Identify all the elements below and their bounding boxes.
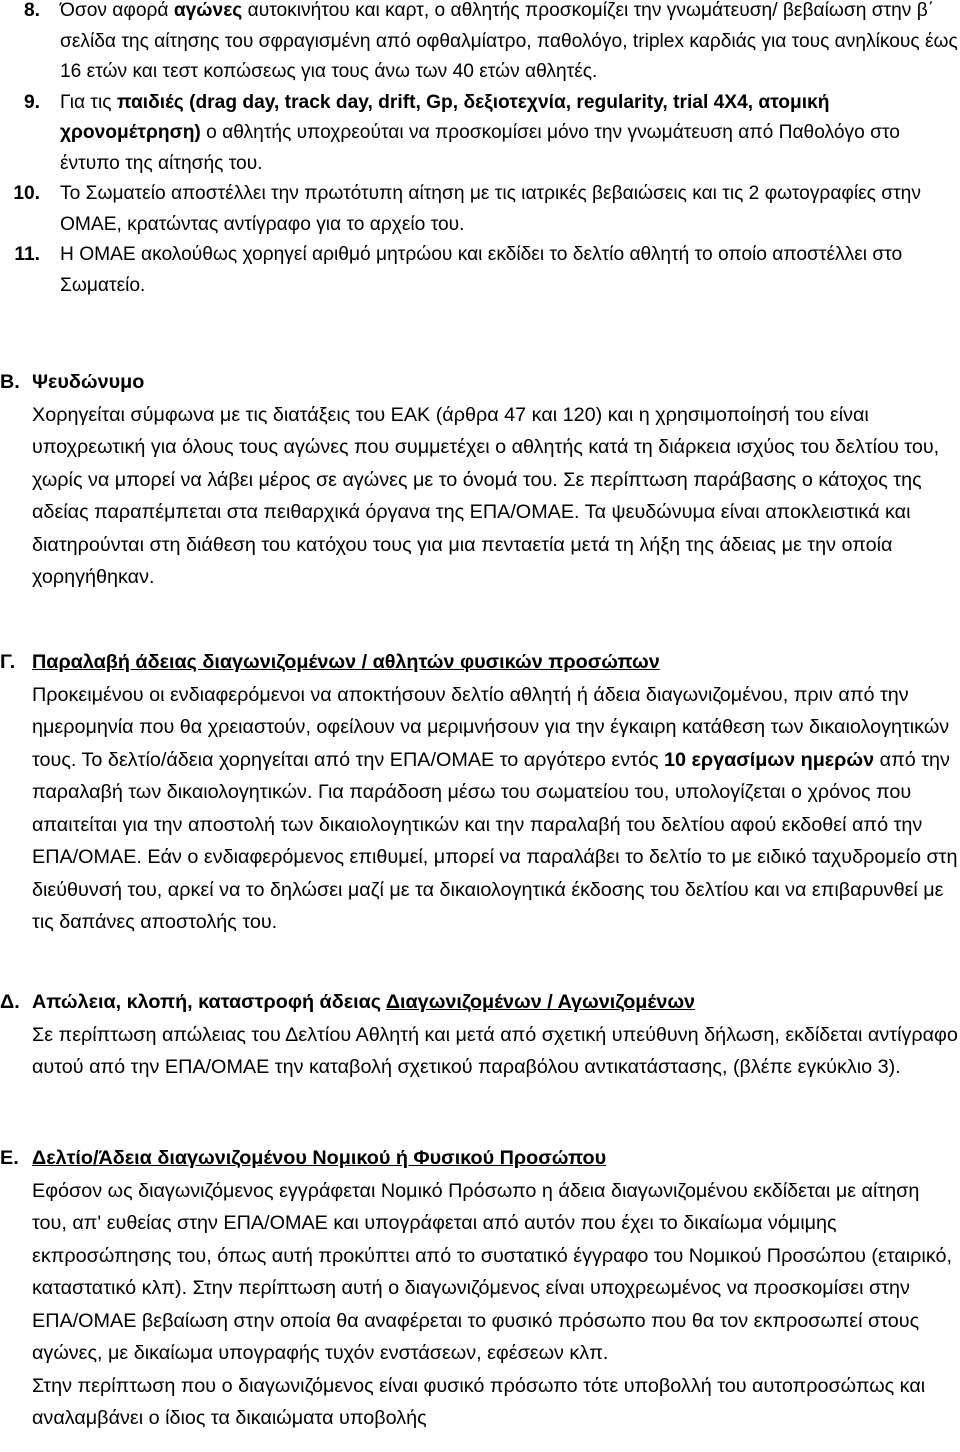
list-item-8: 8. Όσον αφορά αγώνες αυτοκινήτου και καρτ, ο αθλητής προσκομίζει την γνωμάτευση/ βεβαίωση στην β΄ σελίδα της αίτησης του σφραγισμένη από οφθαλμίατρο, παθολόγο, triplex καρδιάς για τους ανηλίκους έως 16 ετών και τεστ κοπώσεως για τους άνω των 40 ετών αθλητές. <box>0 0 960 88</box>
section-body: Χορηγείται σύμφωνα με τις διατάξεις του ΕΑΚ (άρθρα 47 και 120) και η χρησιμοποίησή του είναι υποχρεωτική για όλους τους αγώνες που συμμετέχει ο αθλητής κατά τη διάρκεια ισχύος του δελτίου του, χωρίς να μπορεί να λάβει μέρος σε αγώνες με το όνομά του. Σε περίπτωση παράβασης ο κάτοχος της αδείας παραπέμπεται στα πειθαρχικά όργανα της ΕΠΑ/ΟΜΑΕ. Τα ψευδώνυμα είναι αποκλειστικά και διατηρούνται στη διάθεση του κατόχου τους για μια πενταετία μετά τη λήξη της άδειας με την οποία χορηγήθηκαν. <box>32 403 940 588</box>
list-item-10: 10. Το Σωματείο αποστέλλει την πρωτότυπη αίτηση με τις ιατρικές βεβαιώσεις και τις 2 φωτογραφίες στην ΟΜΑΕ, κρατώντας αντίγραφο για το αρχείο του. <box>0 179 960 240</box>
section-license-loss <box>0 986 958 1084</box>
section-body-continued: Στην περίπτωση που ο διαγωνιζόμενος είναι φυσικό πρόσωπο τότε υποβολλή του αυτοπροσώπως και αναλαμβάνει ο ίδιος τα δικαιώματα υποβολής <box>32 1374 926 1429</box>
list-item-9: 9. Για τις παιδιές (drag day, track day, drift, Gp, δεξιοτεχνία, regularity, trial 4X4, ατομική χρονομέτρηση) ο αθλητής υποχρεούται να προσκομίσει μόνο την γνωμάτευση από Παθολόγο στο έντυπο της αίτησής του. <box>0 88 960 180</box>
section-heading: Β. Ψευδώνυμο <box>0 371 145 393</box>
section-legal-entity <box>0 1142 958 1435</box>
section-heading: Γ. Παραλαβή άδειας διαγωνιζομένων / αθλητών φυσικών προσώπων <box>0 651 660 673</box>
list-number: 10. <box>13 183 40 204</box>
list-item-11: 11. Η ΟΜΑΕ ακολούθως χορηγεί αριθμό μητρώου και εκδίδει το δελτίο αθλητή το οποίο αποστέλλει στο Σωματείο. <box>0 240 960 301</box>
section-heading: Δ. Απώλεια, κλοπή, καταστροφή άδειας Διαγωνιζομένων / Αγωνιζομένων <box>0 991 696 1013</box>
section-body: Σε περίπτωση απώλειας του Δελτίου Αθλητή και μετά από σχετική υπεύθυνη δήλωση, εκδίδεται αντίγραφο αυτού από την ΕΠΑ/ΟΜΑΕ την καταβολή σχετικού παραβόλου αντικατάστασης, (βλέπε εγκύκλιο 3). <box>32 1023 958 1078</box>
section-heading: Ε. Δελτίο/Άδεια διαγωνιζομένου Νομικού ή Φυσικού Προσώπου <box>0 1147 607 1169</box>
section-body: Εφόσον ως διαγωνιζόμενος εγγράφεται Νομικό Πρόσωπο η άδεια διαγωνιζομένου εκδίδεται με αίτηση του, απ' ευθείας στην ΕΠΑ/ΟΜΑΕ και υπογράφεται από αυτόν που έχει το δικαίωμα νόμιμης εκπροσώπησης του, όπως αυτή προκύπτει από το συστατικό έγγραφο του Νομικού Προσώπου (εταιρικό, καταστατικό κλπ). Στην περίπτωση αυτή ο διαγωνιζόμενος είναι υποχρεωμένος να προσκομίσει στην ΕΠΑ/ΟΜΑΕ βεβαίωση στην οποία θα αναφέρεται το φυσικό πρόσωπο που θα τον εκπροσωπεί στους αγώνες, με δικαίωμα υπογραφής τυχόν ενστάσεων, εφέσεων κλπ. <box>32 1179 952 1364</box>
numbered-list <box>0 0 960 301</box>
section-body: Προκειμένου οι ενδιαφερόμενοι να αποκτήσουν δελτίο αθλητή ή άδεια διαγωνιζομένου, πριν από την ημερομηνία που θα χρειαστούν, οφείλουν να μεριμνήσουν για την έγκαιρη κατάθεση των δικαιολογητικών τους. Το δελτίο/άδεια χορηγείται από την ΕΠΑ/ΟΜΑΕ το αργότερο εντός 10 εργασίμων ημερών από την παραλαβή των δικαιολογητικών. Για παράδοση μέσω του σωματείου του, υπολογίζεται ο χρόνος που απαιτείται για την αποστολή των δικαιολογητικών και την παραλαβή του δελτίου αφού εκδοθεί από την ΕΠΑ/ΟΜΑΕ. Εάν ο ενδιαφερόμενος επιθυμεί, μπορεί να παραλάβει το δελτίο το με ειδικό ταχυδρομείο στη διεύθυνσή του, αρκεί να το δηλώσει μαζί με τα δικαιολογητικά έκδοσης του δελτίου και να επιβαρυνθεί με τις δαπάνες αποστολής του. <box>32 683 958 933</box>
list-number: 8. <box>23 0 40 21</box>
list-number: 11. <box>14 244 40 265</box>
list-number: 9. <box>23 91 40 113</box>
section-pseudonym <box>0 366 958 594</box>
section-license-pickup <box>0 646 958 939</box>
